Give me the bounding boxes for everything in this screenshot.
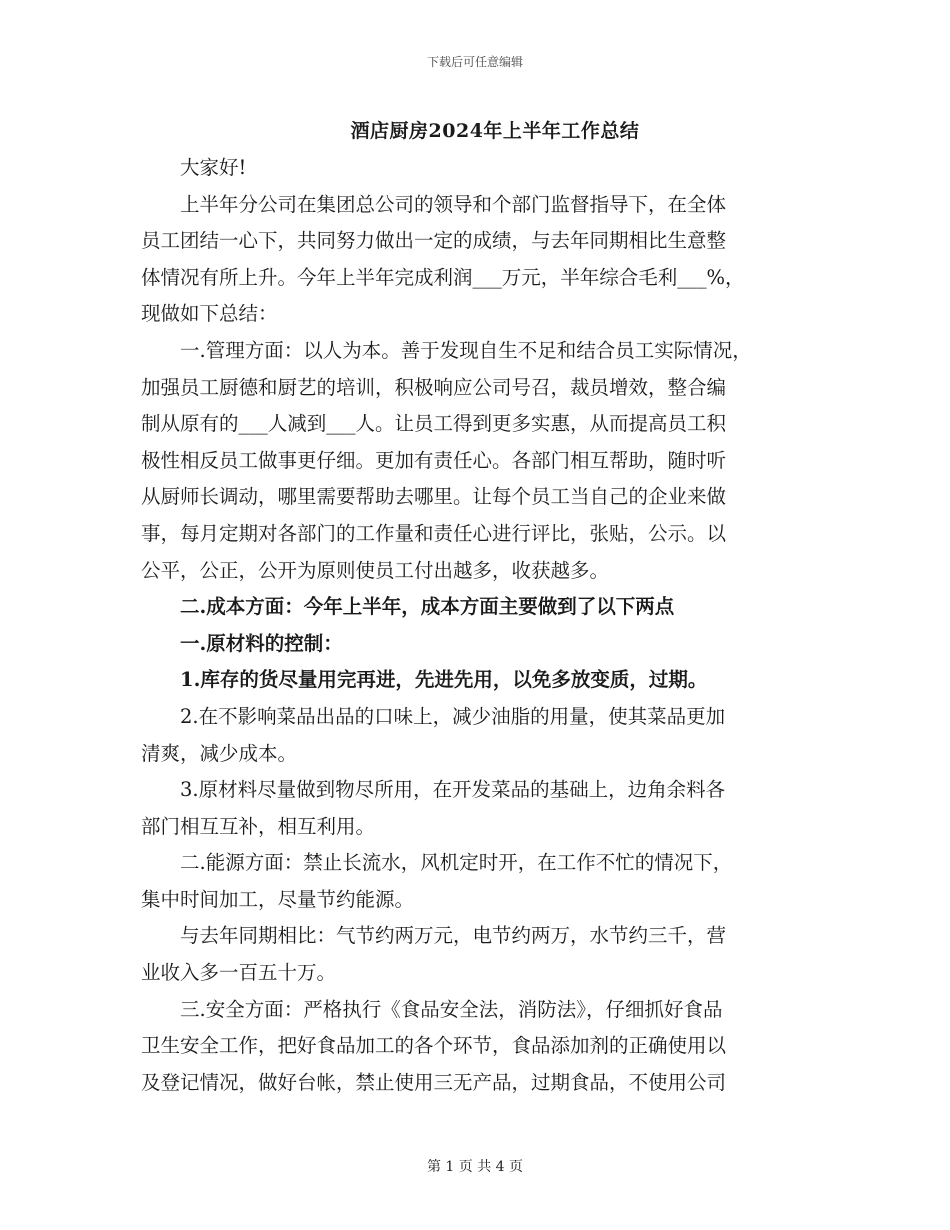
paragraph-line: 清爽，减少成本。	[141, 741, 298, 765]
paragraph-line: 部门相互互补，相互利用。	[141, 814, 376, 838]
paragraph-line: 制从原有的___人减到___人。让员工得到更多实惠，从而提高员工积	[141, 412, 727, 436]
paragraph-line: 二.成本方面：今年上半年，成本方面主要做到了以下两点	[141, 595, 675, 619]
document-body	[141, 150, 826, 1101]
paragraph-line: 2.在不影响菜品出品的口味上，减少油脂的用量，使其菜品更加	[141, 704, 726, 728]
paragraph-line: 上半年分公司在集团总公司的领导和个部门监督指导下，在全体	[141, 192, 727, 216]
paragraph-line: 加强员工厨德和厨艺的培训，积极响应公司号召，裁员增效，整合编	[141, 375, 727, 399]
paragraph-line: 3.原材料尽量做到物尽所用，在开发菜品的基础上，边角余料各	[141, 778, 726, 802]
document-title: 酒店厨房2024年上半年工作总结	[350, 120, 640, 142]
paragraph-line: 现做如下总结：	[141, 302, 278, 326]
paragraph-line: 公平，公正，公开为原则使员工付出越多，收获越多。	[141, 558, 610, 582]
paragraph-line: 二.能源方面：禁止长流水，风机定时开，在工作不忙的情况下，	[141, 851, 733, 875]
paragraph-line: 及登记情况，做好台帐，禁止使用三无产品，过期食品，不使用公司	[141, 1070, 727, 1094]
paragraph-line: 与去年同期相比：气节约两万元，电节约两万，水节约三千，营	[141, 924, 727, 948]
download-note: 下载后可任意编辑	[426, 55, 523, 69]
paragraph-line: 一.管理方面：以人为本。善于发现自生不足和结合员工实际情况，	[141, 338, 752, 362]
paragraph-line: 1.库存的货尽量用完再进，先进先用，以免多放变质，过期。	[141, 668, 708, 692]
paragraph-line: 事，每月定期对各部门的工作量和责任心进行评比，张贴，公示。以	[141, 521, 727, 545]
paragraph-line: 三.安全方面：严格执行《食品安全法，消防法》，仔细抓好食品	[141, 997, 723, 1021]
paragraph-line: 极性相反员工做事更仔细。更加有责任心。各部门相互帮助，随时听	[141, 448, 727, 472]
paragraph-line: 一.原材料的控制：	[141, 631, 343, 655]
paragraph-line: 员工团结一心下，共同努力做出一定的成绩，与去年同期相比生意整	[141, 229, 727, 253]
paragraph-line: 体情况有所上升。今年上半年完成利润___万元，半年综合毛利___%，	[141, 265, 745, 289]
paragraph-line: 业收入多一百五十万。	[141, 961, 337, 985]
paragraph-line: 从厨师长调动，哪里需要帮助去哪里。让每个员工当自己的企业来做	[141, 485, 727, 509]
paragraph-line: 卫生安全工作，把好食品加工的各个环节，食品添加剂的正确使用以	[141, 1034, 727, 1058]
paragraph-line: 集中时间加工，尽量节约能源。	[141, 887, 415, 911]
page-footer: 第 1 页 共 4 页	[426, 1159, 524, 1175]
paragraph-line: 大家好!	[141, 156, 247, 179]
